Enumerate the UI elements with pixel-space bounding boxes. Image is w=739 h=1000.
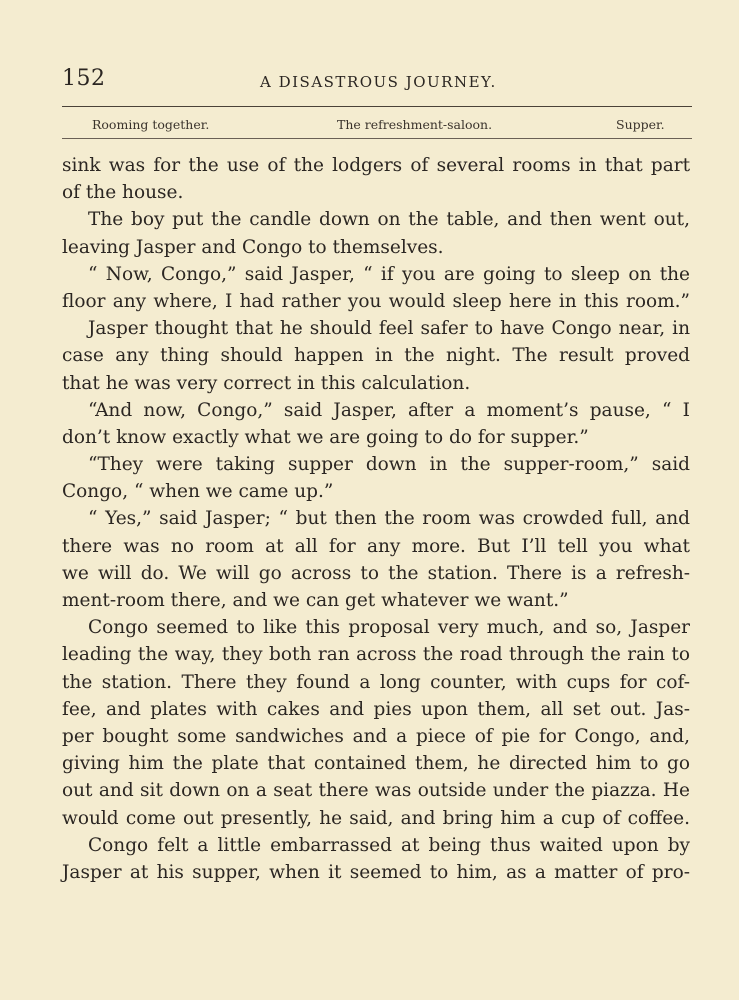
sidenote-refreshment: The refreshment-saloon. — [337, 117, 493, 132]
text-line: “And now, Congo,” said Jasper, after a moment’s pause, “ I — [88, 399, 690, 421]
text-line: of the house. — [62, 182, 184, 204]
text-line: The boy put the candle down on the table, and then went out, — [88, 209, 690, 231]
text-line: the station. There they found a long counter, with cups for cof- — [62, 671, 690, 693]
text-line: Congo seemed to like this proposal very much, and so, Jasper — [88, 617, 690, 639]
text-line: there was no room at all for any more. But I’ll tell you what — [62, 535, 690, 557]
running-head — [62, 66, 692, 94]
text-line: fee, and plates with cakes and pies upon them, all set out. Jas- — [62, 698, 690, 720]
text-line: ment-room there, and we can get whatever we want.” — [62, 590, 569, 611]
text-line: “They were taking supper down in the supper-room,” said — [88, 454, 690, 476]
header-rule-top — [62, 106, 692, 107]
text-line: don’t know exactly what we are going to do for supper.” — [62, 426, 589, 448]
text-line: per bought some sandwiches and a piece of pie for Congo, and, — [62, 725, 690, 747]
running-title: A DISASTROUS JOURNEY. — [260, 73, 497, 91]
text-line: would come out presently, he said, and bring him a cup of coffee. — [62, 807, 690, 829]
sidenote-supper: Supper. — [616, 117, 665, 132]
text-line: that he was very correct in this calculation. — [62, 372, 471, 394]
body-text — [62, 152, 690, 886]
text-line: giving him the plate that contained them, he directed him to go — [62, 753, 690, 775]
text-line: Jasper thought that he should feel safer to have Congo near, in — [88, 318, 690, 340]
text-line: “ Now, Congo,” said Jasper, “ if you are going to sleep on the — [88, 263, 690, 285]
header-rule-bottom — [62, 138, 692, 139]
text-line: we will do. We will go across to the station. There is a refresh- — [62, 562, 690, 584]
text-line: floor any where, I had rather you would sleep here in this room.” — [62, 290, 690, 312]
text-line: Congo, “ when we came up.” — [62, 481, 334, 503]
text-line: sink was for the use of the lodgers of several rooms in that part — [62, 155, 690, 176]
sidenote-rooming: Rooming together. — [92, 117, 210, 132]
text-line: Jasper at his supper, when it seemed to him, as a matter of pro- — [62, 861, 690, 883]
text-line: case any thing should happen in the night. The result proved — [62, 345, 690, 367]
text-line: “ Yes,” said Jasper; “ but then the room was crowded full, and — [88, 508, 690, 530]
text-line: leaving Jasper and Congo to themselves. — [62, 236, 444, 258]
text-line: leading the way, they both ran across the road through the rain to — [62, 644, 690, 666]
page-number: 152 — [62, 66, 106, 91]
text-line: Congo felt a little embarrassed at being thus waited upon by — [88, 834, 690, 856]
text-line: out and sit down on a seat there was outside under the piazza. He — [62, 780, 690, 802]
